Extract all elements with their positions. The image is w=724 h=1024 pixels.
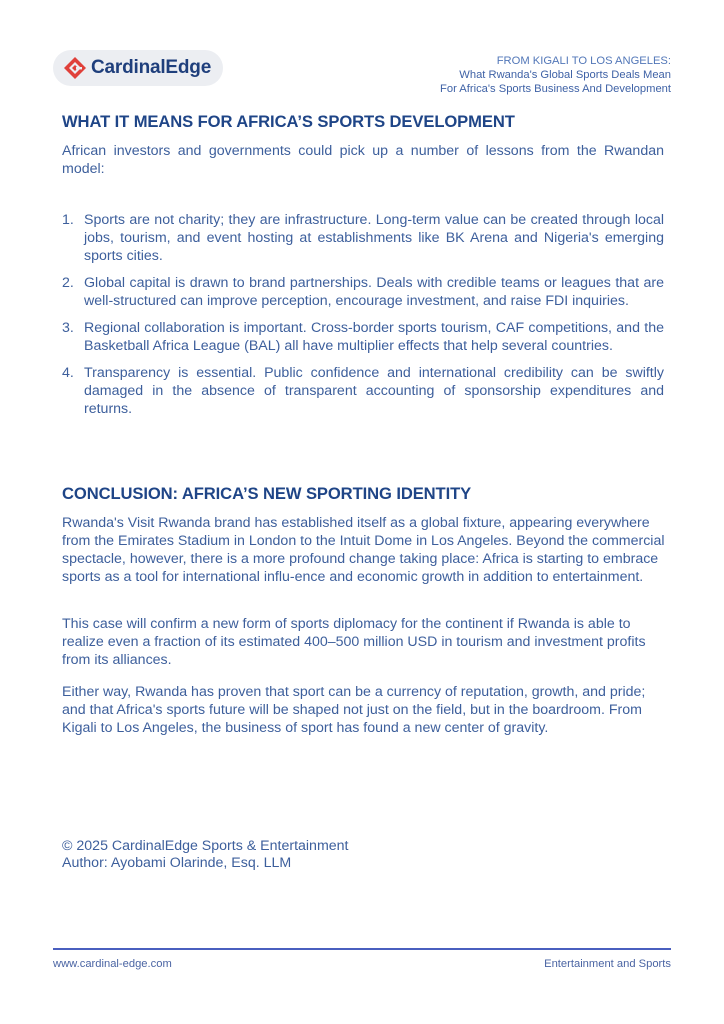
conclusion-paragraph-3: Either way, Rwanda has proven that sport can be a currency of reputation, growth, and pride; and that Africa's sports future will be shaped not just on the field, but in the boardroom. From Kigali to Los Angeles, the business of sport has found a new center of gravity. <box>62 684 646 736</box>
list-item-text: Global capital is drawn to brand partnerships. Deals with credible teams or leagues that are well-structured can improve perception, encourage investment, and raise FDI inquiries. <box>84 275 664 309</box>
header-subtitle-line2: For Africa's Sports Business And Development <box>440 83 671 95</box>
list-number: 2. <box>62 275 74 291</box>
list-item-text: Transparency is essential. Public confidence and international credibility can be swiftly damaged in the absence of transparent accounting of sponsorship expenditures and returns. <box>84 365 664 417</box>
list-number: 1. <box>62 212 74 228</box>
footer-website-link[interactable]: www.cardinal-edge.com <box>53 958 172 970</box>
brand-logo <box>53 50 223 86</box>
lessons-list <box>62 211 664 427</box>
footer-tagline: Entertainment and Sports <box>544 958 671 970</box>
footer-divider <box>53 948 671 950</box>
list-number: 4. <box>62 365 74 381</box>
list-item <box>62 319 664 355</box>
list-item <box>62 274 664 310</box>
document-header <box>440 54 671 96</box>
author-text: Author: Ayobami Olarinde, Esq. LLM <box>62 855 292 871</box>
list-number: 3. <box>62 320 74 336</box>
header-kicker: FROM KIGALI TO LOS ANGELES: <box>496 55 671 67</box>
brand-name: CardinalEdge <box>91 57 212 78</box>
diamond-c-icon <box>63 56 87 80</box>
copyright-text: © 2025 CardinalEdge Sports & Entertainment <box>62 838 349 854</box>
conclusion-paragraph-1: Rwanda's Visit Rwanda brand has established itself as a global fixture, appearing everywhere from the Emirates Stadium in London to the Intuit Dome in Los Angeles. Beyond the commercial spectacle, however, there is a more profound change taking place: Africa is starting to embrace sports as a tool for international influ-ence and economic growth in addition to entertainment. <box>62 515 665 585</box>
credits <box>62 838 349 872</box>
header-subtitle-line1: What Rwanda's Global Sports Deals Mean <box>459 69 671 81</box>
list-item-text: Sports are not charity; they are infrastructure. Long-term value can be created through local jobs, tourism, and event hosting at establishments like BK Arena and Nigeria's emerging sports cities. <box>84 212 664 264</box>
section-intro: African investors and governments could pick up a number of lessons from the Rwandan model: <box>62 143 664 177</box>
list-item-text: Regional collaboration is important. Cross-border sports tourism, CAF competitions, and the Basketball Africa League (BAL) all have multiplier effects that help several countries. <box>84 320 664 354</box>
list-item <box>62 211 664 265</box>
section-heading-conclusion: CONCLUSION: AFRICA’S NEW SPORTING IDENTITY <box>62 484 472 503</box>
list-item <box>62 364 664 418</box>
section-heading-development: WHAT IT MEANS FOR AFRICA’S SPORTS DEVELOPMENT <box>62 112 515 131</box>
conclusion-paragraph-2: This case will confirm a new form of sports diplomacy for the continent if Rwanda is able to realize even a fraction of its estimated 400–500 million USD in tourism and investment profits from its alliances. <box>62 616 646 668</box>
